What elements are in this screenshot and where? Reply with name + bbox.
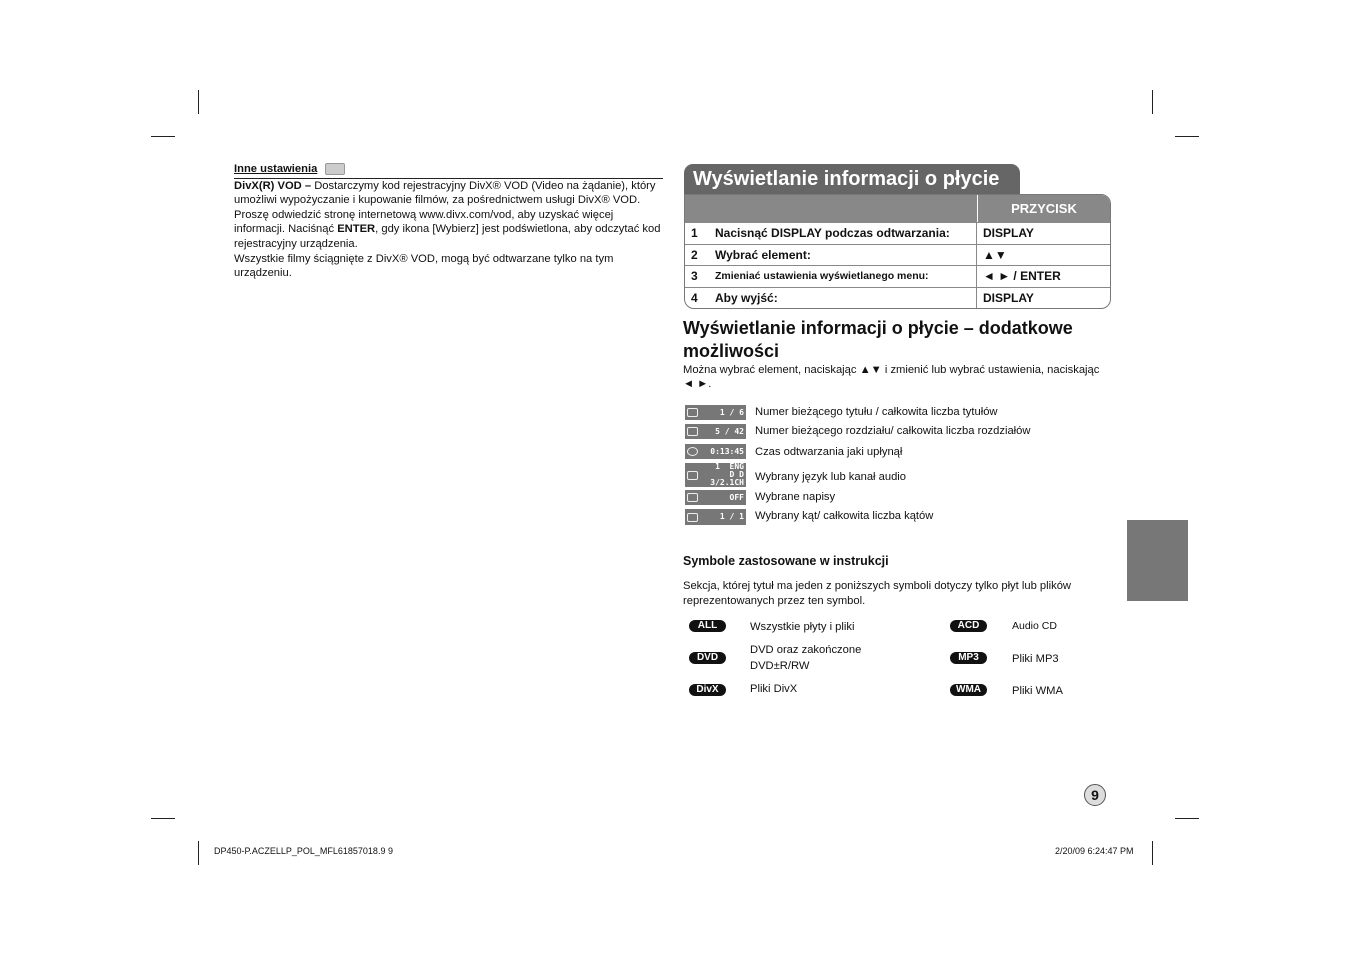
osd-description: Wybrany język lub kanał audio xyxy=(755,471,907,483)
row-key: ◄ ► / ENTER xyxy=(983,269,1061,284)
crop-mark xyxy=(151,818,175,819)
row-number: 2 xyxy=(691,247,698,262)
crop-mark xyxy=(1175,818,1199,819)
badge-description: Audio CD xyxy=(1012,620,1057,632)
crop-mark xyxy=(151,136,175,137)
row-key: ▲▼ xyxy=(983,247,1007,262)
section-tab-marker xyxy=(1127,520,1188,601)
title-icon xyxy=(687,408,698,417)
osd-description: Numer bieżącego rozdziału/ całkowita liczba rozdziałów xyxy=(755,425,1031,437)
badge-mp3: MP3 xyxy=(950,652,987,664)
divx-text: Dostarczymy kod rejestracyjny DivX® VOD (Video na żądanie), który umożliwi wypożyczanie i kupowanie filmów, za pośrednictwem usługi DivX® VOD. Proszę odwiedzić stronę internetową www.divx.com/vod, aby uzyskać więcej informacji. Naciśnąć xyxy=(234,179,656,236)
osd-time-display xyxy=(685,444,746,459)
row-number: 4 xyxy=(691,290,698,305)
osd-audio-display xyxy=(685,463,746,487)
subtitle-icon xyxy=(687,493,698,502)
badge-divx: DivX xyxy=(689,684,726,696)
divx-note: Wszystkie filmy ściągnięte z DivX® VOD, mogą być odtwarzane tylko na tym urządzeniu. xyxy=(234,252,614,280)
button-table xyxy=(684,194,1111,309)
other-settings-section xyxy=(234,162,663,281)
badge-description-line: DVD oraz zakończone xyxy=(750,644,862,656)
crop-mark xyxy=(198,841,199,865)
badge-description-line: DVD±R/RW xyxy=(750,660,810,672)
osd-description: Wybrane napisy xyxy=(755,491,836,503)
osd-value: 5 / 42 xyxy=(715,426,744,436)
osd-title-display xyxy=(685,405,746,420)
badge-description: Pliki MP3 xyxy=(1012,653,1059,665)
row-key: DISPLAY xyxy=(983,290,1034,305)
crop-mark xyxy=(1152,841,1153,865)
badge-acd: ACD xyxy=(950,620,987,632)
table-row xyxy=(685,287,1110,309)
osd-description: Numer bieżącego tytułu / całkowita liczba tytułów xyxy=(755,406,998,418)
badge-description: Pliki DivX xyxy=(750,683,798,695)
page-number: 9 xyxy=(1084,784,1106,806)
table-header-label: PRZYCISK xyxy=(1011,201,1077,216)
clock-icon xyxy=(687,447,698,456)
badge-description: Pliki WMA xyxy=(1012,685,1063,697)
row-number: 1 xyxy=(691,226,698,241)
page-title: Wyświetlanie informacji o płycie xyxy=(684,164,1020,195)
row-description: Wybrać element: xyxy=(709,245,977,266)
symbols-intro: Sekcja, której tytuł ma jeden z poniższych symboli dotyczy tylko płyt lub plików reprezentowanych przez ten symbol. xyxy=(683,580,1071,607)
angle-icon xyxy=(687,513,698,522)
crop-mark xyxy=(198,90,199,114)
crop-mark xyxy=(1152,90,1153,114)
divx-text-end: , gdy ikona [Wybierz] jest podświetlona, aby odczytać kod rejestracyjny urządzenia. xyxy=(234,223,661,250)
osd-description: Wybrany kąt/ całkowita liczba kątów xyxy=(755,510,934,522)
chapter-icon xyxy=(687,427,698,436)
symbols-heading: Symbole zastosowane w instrukcji xyxy=(683,554,889,568)
divx-paragraph xyxy=(234,179,663,252)
settings-icon xyxy=(325,163,345,175)
osd-subtitle-display xyxy=(685,490,746,505)
badge-wma: WMA xyxy=(950,684,987,696)
badge-dvd: DVD xyxy=(689,652,726,664)
osd-chapter-display xyxy=(685,424,746,439)
enter-word: ENTER xyxy=(337,223,376,236)
section-heading-additional: Wyświetlanie informacji o płycie – dodatkowe możliwości xyxy=(683,318,1073,361)
section-heading: Inne ustawienia xyxy=(234,163,318,175)
table-row xyxy=(685,222,1110,244)
row-key: DISPLAY xyxy=(983,226,1034,241)
osd-value: 1 / 1 xyxy=(719,512,744,521)
row-description: Nacisnąć DISPLAY podczas odtwarzania: xyxy=(709,223,977,244)
osd-angle-display xyxy=(685,509,746,525)
footer-file-info: DP450-P.ACZELLP_POL_MFL61857018.9 9 xyxy=(214,846,393,856)
osd-value: 1 ENG D D 3/2.1CH xyxy=(710,462,744,487)
table-row xyxy=(685,265,1110,287)
table-row xyxy=(685,244,1110,266)
osd-value: 1 / 6 xyxy=(719,407,744,417)
osd-value: 0:13:45 xyxy=(710,446,744,456)
crop-mark xyxy=(1175,136,1199,137)
headphones-icon xyxy=(687,471,698,480)
row-description: Zmieniać ustawienia wyświetlanego menu: xyxy=(709,266,977,287)
row-number: 3 xyxy=(691,269,698,284)
badge-description xyxy=(750,642,861,674)
osd-value: OFF xyxy=(729,492,744,502)
badge-all: ALL xyxy=(689,620,726,632)
badge-description: Wszystkie płyty i pliki xyxy=(750,621,855,633)
osd-description: Czas odtwarzania jaki upłynął xyxy=(755,446,903,458)
row-description: Aby wyjść: xyxy=(709,288,977,309)
divx-lead: DivX(R) VOD – xyxy=(234,179,312,192)
footer-timestamp: 2/20/09 6:24:47 PM xyxy=(1055,846,1134,856)
section-header xyxy=(234,162,663,179)
table-header-blank xyxy=(685,195,978,222)
section-intro: Można wybrać element, naciskając ▲▼ i zmienić lub wybrać ustawienia, naciskając ◄ ►. xyxy=(683,364,1100,390)
table-header xyxy=(685,195,1110,222)
